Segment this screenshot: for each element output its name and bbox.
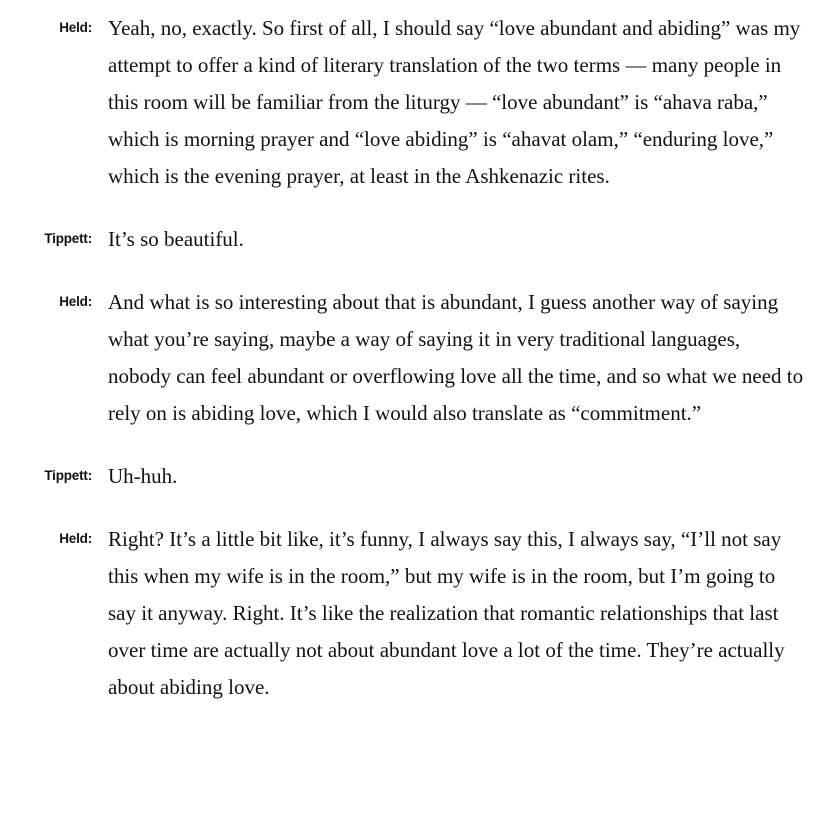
transcript-turn (30, 221, 804, 258)
transcript-turn (30, 458, 804, 495)
transcript-turn (30, 521, 804, 706)
utterance-text: Right? It’s a little bit like, it’s funny, I always say this, I always say, “I’ll not say this when my wife is in the room,” but my wife is in the room, but I’m going to say it anyway. Right. It’s like the realization that romantic relationships that last over time are actually not about abundant love a lot of the time. They’re actually about abiding love. (108, 527, 785, 699)
utterance-text: Uh-huh. (108, 464, 178, 488)
transcript-turn (30, 10, 804, 195)
speaker-label: Held: (59, 20, 92, 35)
transcript-turn (30, 284, 804, 432)
speaker-label: Held: (59, 531, 92, 546)
speaker-label: Tippett: (44, 468, 92, 483)
speaker-label: Tippett: (44, 231, 92, 246)
speaker-label: Held: (59, 294, 92, 309)
utterance-text: And what is so interesting about that is abundant, I guess another way of saying what you’re saying, maybe a way of saying it in very traditional languages, nobody can feel abundant or overflowing love all the time, and so what we need to rely on is abiding love, which I would also translate as “commitment.” (108, 290, 804, 425)
utterance-text: It’s so beautiful. (108, 227, 244, 251)
utterance-text: Yeah, no, exactly. So first of all, I should say “love abundant and abiding” was my attempt to offer a kind of literary translation of the two terms — many people in this room will be familiar from the liturgy — “love abundant” is “ahava raba,” which is morning prayer and “love abiding” is “ahavat olam,” “enduring love,” which is the evening prayer, at least in the Ashkenazic rites. (108, 16, 801, 188)
